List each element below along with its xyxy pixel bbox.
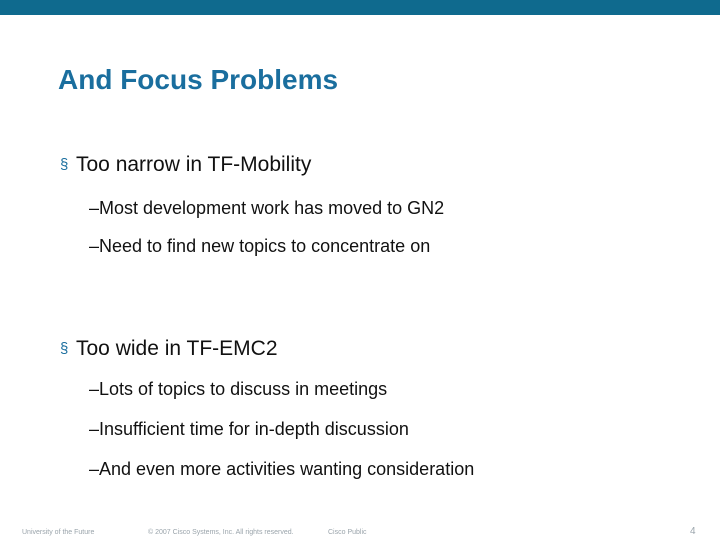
footer-classification: Cisco Public xyxy=(328,529,367,536)
bullet-marker-icon: § xyxy=(60,340,69,357)
bullet-text: Too narrow in TF-Mobility xyxy=(76,153,312,176)
bullet-item-mobility xyxy=(60,153,311,177)
top-banner xyxy=(0,0,720,15)
slide-title: And Focus Problems xyxy=(58,64,339,95)
page-number: 4 xyxy=(690,526,696,537)
bullet-item-emc2 xyxy=(60,337,278,361)
bullet-marker-icon: § xyxy=(60,156,69,173)
sub-item: –Need to find new topics to concentrate on xyxy=(89,236,431,256)
sub-item: –Most development work has moved to GN2 xyxy=(89,198,445,218)
bullet-text: Too wide in TF-EMC2 xyxy=(76,337,278,360)
sub-item: –Insufficient time for in-depth discussion xyxy=(89,419,409,439)
sub-item: –And even more activities wanting consideration xyxy=(89,459,475,479)
footer-copyright: © 2007 Cisco Systems, Inc. All rights reserved. xyxy=(148,529,294,536)
sub-item: –Lots of topics to discuss in meetings xyxy=(89,379,388,399)
footer-left-text: University of the Future xyxy=(22,529,95,536)
